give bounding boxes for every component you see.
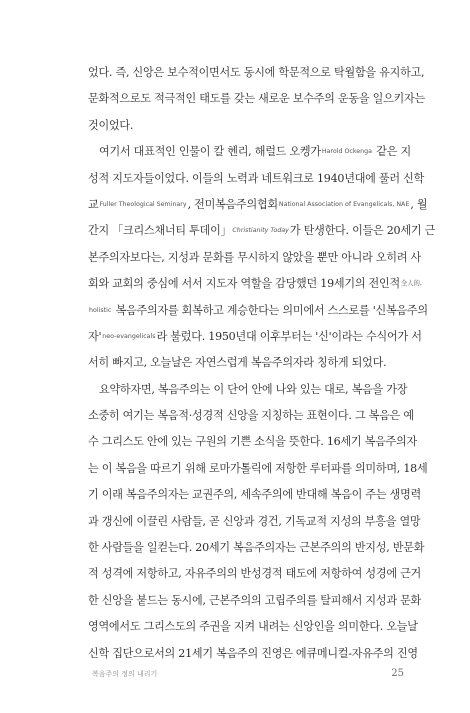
text-run: 었다. 즉, 신앙은 보수적이면서도 동시에 학문적으로 탁월함을 유지하고, xyxy=(88,66,425,79)
text-line xyxy=(88,350,406,376)
body-text xyxy=(88,60,436,667)
text-line xyxy=(88,245,422,271)
text-line xyxy=(88,429,417,455)
text-run: 소중히 여기는 복음적·성경적 신앙을 지칭하는 표현이다. 그 복음은 예 xyxy=(88,409,414,423)
paragraph xyxy=(88,377,428,667)
text-run: 회와 교회의 중심에 서서 지도자 역할을 감당했던 19세기의 전인적 xyxy=(88,277,400,291)
text-line xyxy=(88,535,425,561)
text-run: 영역에서도 그리스도의 주권을 지켜 내려는 신앙인을 의미한다. 오늘날 xyxy=(88,620,418,634)
text-run: 여기서 대표적인 인물이 칼 헨리, 해럴드 오켕가 xyxy=(99,145,321,159)
text-line xyxy=(88,456,428,482)
original-term-gloss: holistic xyxy=(89,306,112,314)
text-line xyxy=(88,482,422,508)
text-line xyxy=(88,377,406,403)
text-run: 성적 지도자들이었다. 이들의 노력과 네트워크로 1940년대에 풀러 신학 xyxy=(88,171,425,185)
text-run: 것이었다. xyxy=(88,118,134,132)
text-run: 신학 집단으로서의 21세기 복음주의 진영은 에큐메니컬-자유주의 진영 xyxy=(88,646,418,660)
text-line xyxy=(88,166,425,192)
text-run: 같은 지 xyxy=(373,145,411,159)
original-term-gloss: Christianity Today xyxy=(232,227,289,235)
text-run: , 전미복음주의협회 xyxy=(187,197,278,211)
original-term-gloss: Harold Ockenga xyxy=(321,148,373,156)
text-run: , 월 xyxy=(410,197,428,211)
text-run: 본주의자보다는, 지성과 문화를 무시하지 않았을 뿐만 아니라 오히려 사 xyxy=(88,250,422,264)
text-line xyxy=(88,298,428,324)
paragraph xyxy=(88,60,425,139)
original-term-gloss: National Association of Evangelicals, NAE xyxy=(278,200,410,208)
text-line xyxy=(88,641,418,667)
text-line xyxy=(88,192,428,218)
text-run: 복음주의자를 회복하고 계승한다는 의미에서 스스로를 '신복음주의 xyxy=(112,303,428,317)
text-run: 기 이래 복음주의자는 교권주의, 세속주의에 반대해 복음이 주는 생명력 xyxy=(88,488,422,502)
text-run: 교 xyxy=(88,197,99,211)
original-term-gloss: Fuller Theological Seminary xyxy=(99,200,187,208)
text-run: 요약하자면, 복음주의는 이 단어 안에 나와 있는 대로, 복음을 가장 xyxy=(99,382,408,396)
text-line xyxy=(88,561,422,587)
page-footer xyxy=(0,667,470,681)
text-run: 한 신앙을 붙드는 동시에, 근본주의의 고립주의를 탈피해서 지성과 문화 xyxy=(88,593,422,607)
text-line xyxy=(88,60,425,86)
text-line xyxy=(88,86,425,112)
text-run: 한 사람들을 일컫는다. 20세기 복음주의자는 근본주의의 반지성, 반문화 xyxy=(88,541,425,555)
original-term-gloss: 全人的, xyxy=(400,280,422,288)
text-line xyxy=(88,324,422,350)
text-line xyxy=(88,139,411,165)
text-run: 가 탄생한다. 이들은 20세기 근 xyxy=(289,224,436,238)
text-line xyxy=(88,218,436,244)
text-run: 수 그리스도 안에 있는 구원의 기쁜 소식을 뜻한다. 16세기 복음주의자 xyxy=(88,435,417,449)
text-line xyxy=(88,588,422,614)
text-run: 라 불렀다. 1950년대 이후부터는 '신'이라는 수식어가 서 xyxy=(156,329,422,343)
running-title: 복음주의 정의 내리기 xyxy=(92,670,158,678)
text-run: 문화적으로도 적극적인 태도를 갖는 새로운 보수주의 운동을 일으키자는 xyxy=(88,92,425,106)
text-line xyxy=(88,403,414,429)
text-run: 적 성격에 저항하고, 자유주의의 반성경적 태도에 저항하여 성경에 근거 xyxy=(88,567,422,581)
text-run: 는 이 복음을 따르기 위해 로마가톨릭에 저항한 루터파를 의미하며, 18세 xyxy=(88,461,428,475)
text-run: 서히 빠지고, 오늘날은 자연스럽게 복음주의자라 칭하게 되었다. xyxy=(88,356,387,370)
text-run: 간지 「크리스채너티 투데이」 xyxy=(88,224,232,238)
text-run: 자' xyxy=(88,329,102,343)
text-line xyxy=(88,113,406,139)
text-line xyxy=(88,271,422,297)
page-number: 25 xyxy=(391,668,404,679)
paragraph xyxy=(88,139,436,377)
text-line xyxy=(88,509,421,535)
original-term-gloss: neo-evangelicals xyxy=(102,332,156,340)
text-run: 과 갱신에 이끌린 사람들, 곧 신앙과 경건, 기독교적 지성의 부흥을 열망 xyxy=(88,514,421,528)
text-line xyxy=(88,614,418,640)
